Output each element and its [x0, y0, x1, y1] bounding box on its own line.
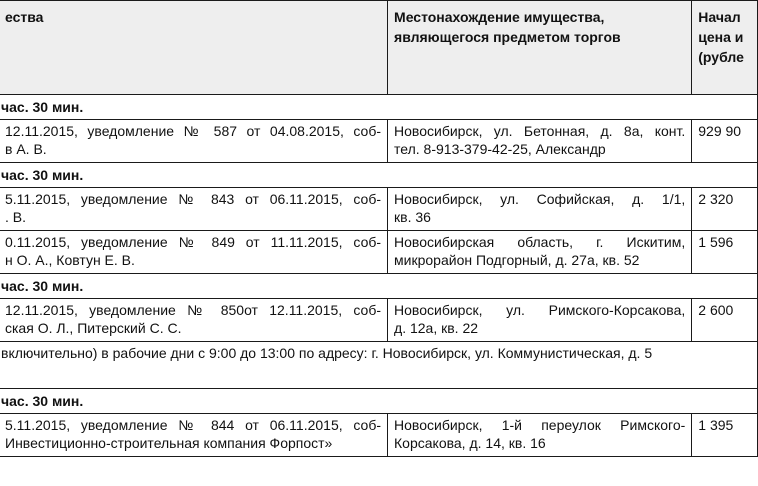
location-line: кв. 36 [394, 209, 431, 225]
price-cell: 929 90 [692, 120, 758, 163]
property-description-cell [0, 231, 388, 274]
location-line: Новосибирск, ул. Софийская, д. 1/1, [394, 191, 686, 207]
header-price-line: цена и [698, 29, 744, 45]
description-line: 12.11.2015, уведомление № 587 от 04.08.2015, соб- [5, 123, 382, 139]
header-location-cell [388, 1, 692, 95]
description-line: . В. [5, 209, 27, 225]
header-location-line: являющегося предметом торгов [394, 29, 621, 45]
header-price-line: Начал [698, 9, 741, 25]
description-line: н О. А., Ковтун Е. В. [5, 252, 135, 268]
note-row [0, 342, 758, 389]
table-row [0, 414, 758, 457]
description-line: Инвестиционно-строительная компания Форпост» [5, 435, 333, 451]
location-line: Новосибирск, ул. Бетонная, д. 8а, конт. [394, 123, 686, 139]
price-cell: 2 600 [692, 299, 758, 342]
section-time-title: час. 30 мин. [0, 95, 758, 120]
location-line: тел. 8-913-379-42-25, Александр [394, 141, 606, 157]
section-time-row [0, 163, 758, 188]
location-line: Новосибирск, 1-й переулок Римского- [394, 417, 686, 433]
header-price-cell [692, 1, 758, 95]
property-description-cell [0, 299, 388, 342]
note-text: включительно) в рабочие дни с 9:00 до 13:00 по адресу: г. Новосибирск, ул. Коммунистическая, д. 5 [0, 342, 758, 389]
header-location-line: Местонахождение имущества, [394, 9, 605, 25]
location-cell [388, 231, 692, 274]
table-row [0, 299, 758, 342]
description-line: 0.11.2015, уведомление № 849 от 11.11.2015, соб- [5, 234, 382, 250]
section-time-title: час. 30 мин. [0, 163, 758, 188]
location-line: Новосибирская область, г. Искитим, [394, 234, 686, 250]
price-cell: 1 596 [692, 231, 758, 274]
description-line: ская О. Л., Питерский С. С. [5, 320, 182, 336]
location-line: микрорайон Подгорный, д. 27а, кв. 52 [394, 252, 640, 268]
property-description-cell [0, 414, 388, 457]
table-row [0, 188, 758, 231]
table-row [0, 120, 758, 163]
description-line: 5.11.2015, уведомление № 843 от 06.11.2015, соб- [5, 191, 382, 207]
description-line: в А. В. [5, 141, 47, 157]
header-property-cell [0, 1, 388, 95]
location-cell [388, 120, 692, 163]
location-line: Новосибирск, ул. Римского-Корсакова, [394, 302, 686, 318]
section-time-row [0, 95, 758, 120]
location-cell [388, 188, 692, 231]
section-time-row [0, 389, 758, 414]
location-cell [388, 299, 692, 342]
header-price-line: (рубле [698, 49, 744, 65]
description-line: 12.11.2015, уведомление № 850от 12.11.2015, соб- [5, 302, 382, 318]
location-cell [388, 414, 692, 457]
price-cell: 2 320 [692, 188, 758, 231]
location-line: Корсакова, д. 14, кв. 16 [394, 435, 546, 451]
property-description-cell [0, 188, 388, 231]
price-cell: 1 395 [692, 414, 758, 457]
section-time-row [0, 274, 758, 299]
description-line: 5.11.2015, уведомление № 844 от 06.11.2015, соб- [5, 417, 382, 433]
table-header [0, 1, 758, 95]
table-row [0, 231, 758, 274]
header-property-text: ества [5, 9, 44, 25]
section-time-title: час. 30 мин. [0, 389, 758, 414]
section-time-title: час. 30 мин. [0, 274, 758, 299]
location-line: д. 12а, кв. 22 [394, 320, 479, 336]
property-description-cell [0, 120, 388, 163]
